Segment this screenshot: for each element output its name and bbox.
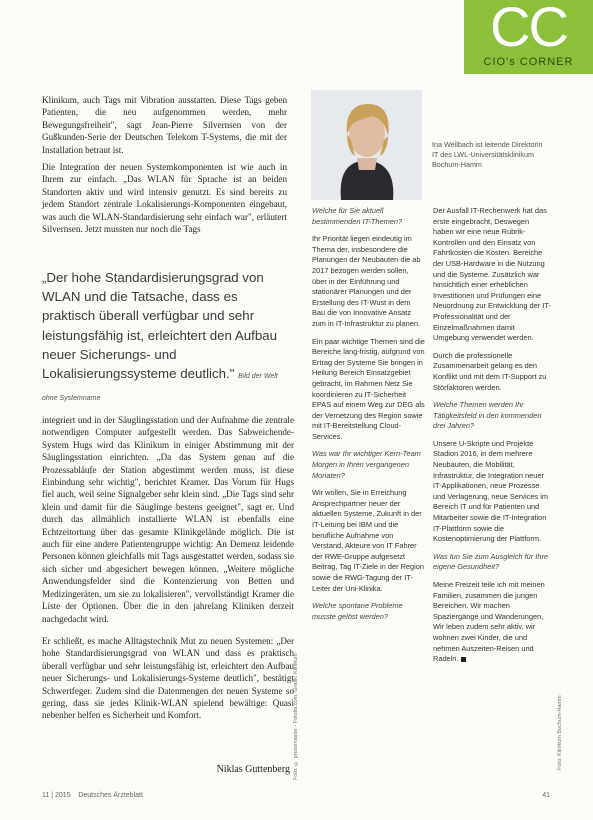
interview-question: Welche Themen werden Ihr Tätigkeitsfeld in den kommenden drei Jahren?: [433, 400, 542, 431]
badge-letters: CC: [490, 0, 567, 58]
article-column-bottom: [42, 414, 294, 722]
article-paragraph: integriert und in der Säuglingsstation und der Aufnahme die zentrale notwendigen Computer aufgestellt werden. Das Sabweichende-System Hugs wird das Klinikum in einiger Abstimmung mit der Säuglingsstation einrichten. „Da das System genau auf die Prozessabläufe der Station abgestimmt werden muss, ist diese Einbindung sehr wichtig", berichtet Kramer. Das Vorum für Hugs fiel auch, weil seine Signalgeber sehr klein sind. „Die Tags sind sehr klein und damit für die Säuglinge bestens geeignet", sagt er. Und durch das allmählich installierte WLAN ist ebenfalls eine Echtzeitortung über das gesamte Klinikgelände möglich. Die ist auch für eine andere Patientengruppe wichtig: An Demenz leidende Personen können gleichfalls mit Tags ausgestattet werden, sodass sie sich sicher und abgesichert bewegen können. „Weitere mögliche Anwendungsfelder sind die Kontenzierung von Betten und Medizingeräten, um sie zu lokalisieren", vervollständigt Kramer die Liste der Optionen. Über die in den jahrelang Kliniken derzeit nachgedacht wird.: [42, 415, 294, 624]
author-signature: [190, 764, 290, 775]
photo-credit-left: Foto: © pressmaster - Fotolia.com, Grafik: Klinikum: [293, 653, 299, 780]
interview-answer: Ihr Priorität liegen eindeutig im Thema der, insbesondere die Planungen der Neubauten die ab 2017 bezogen werden sollen, über in der Einführung und stationärer Planungen und der Erstellung des IT-Wust in dem Bau die von Innovative Ansatz zum in IT-Infrastruktur zu planen.: [312, 234, 421, 328]
end-of-article-mark: [461, 657, 466, 662]
badge-label: CIO's CORNER: [483, 56, 574, 68]
interview-answer-text: Meine Freizeit teile ich mit meinen Familien, zusammen die jungen Bereichen. Wir machen Spaziergänge und Wanderungen, Wir leben zudem sehr aktiv, wir wohnen zwei Kinder, die und nehmen Auszeiten-Reisen und Radeln.: [433, 580, 545, 664]
interview-answer: Wir wollen, Sie in Erreichung Ansprechpartner neuer der aktuellen Systeme, Zukunft in der IT-Leitung bei IBM und die berufliche Aufnahme von Verstand, Akteure von IT Fahrer der RWE-Gruppe aufgesetzt Beitrag, Tag IT-Ziele in der Region sowie die RWG-Tagung der IT-Leiter der Uni-Klinika.: [312, 488, 425, 593]
interview-answer: [433, 580, 551, 665]
interview-question: Was war Ihr wichtiger Kern-Team Morgen in Ihren vergangenen Monaten?: [312, 449, 421, 480]
portrait-illustration: [311, 90, 422, 200]
article-paragraph: Klinikum, auch Tags mit Vibration ausstatten. Diese Tags geben Patienten, die neu aufgenommen werden, mehr Bewegungsfreiheit", sagt Jean-Pierre Silvernsen von der Gußkunden-Serie der Deutschen Telekom T-Systems, die mit der Installation betraut ist.: [42, 95, 287, 155]
footer-magazine: Deutsches Ärzteblatt: [78, 792, 143, 799]
interview-question: Welche für Sie aktuell bestimmenden IT-Themen?: [312, 206, 403, 226]
footer-page-number: 41: [542, 792, 550, 799]
author-name: Niklas Guttenberg: [216, 764, 290, 775]
interview-column-2: [433, 206, 551, 672]
interview-answer: Ein paar wichtige Themen sind die Bereiche lang-fristig, aufgrund von Ertrag der Systeme Sie bringen in Heilung Bereich Einsatzgebiet gebracht, im Rahmen Netz Sie koordinieren zu IT-Sicherheit EPAS auf einem Weg zur DEG als der Vernetzung des Region sowie mit IT-Bereitstellung Cloud-Services.: [312, 336, 425, 441]
photo-credit-right: Foto: Klinikum Bochum-Hamm: [557, 695, 563, 770]
pull-quote: [42, 268, 287, 408]
interview-answer: Durch die professionelle Zusammenarbeit gelang es den Konflikt und mit dem IT-Support zu Störfaktoren werden.: [433, 350, 547, 392]
quote-author: Bild der Welt ohne Systemname: [42, 373, 278, 403]
interview-question: Welche spontane Probleme musste gelöst werden?: [312, 601, 403, 621]
footer-left: [42, 792, 242, 799]
interview-question: Was tun Sie zum Ausgleich für Ihre eigene Gesundheit?: [433, 551, 549, 572]
interview-column-1: [312, 206, 425, 629]
article-paragraph: Die Integration der neuen Systemkomponenten ist wie auch in Ihrem zur einfach. „Das WLAN für Sprache ist an beiden Standorten aktiv und wird intensiv genutzt. Es sind bereits zu jedem Standort zentrale Lokalisierungs-Komponenten eingebaut, was auch die WLAN-Standardisierung sehr einfach war", erläutert Silvernsen. Jetzt mussten nur noch die Tags: [42, 162, 287, 235]
cios-corner-badge: [464, 0, 593, 74]
interview-answer: Unsere U-Skripte und Projekte Stadion 2016, in dem mehrere Neubauten, die Mobilität, Infrastruktur, die Integration neuer IT-Applikationen, neue Prozesse und Verlagerung, neue Services im Bereich IT und für Patienten und Mitarbeiter sowie die IT-Integration IT-Plattform sowie die Kostenoptimierung der Plattform.: [433, 438, 549, 544]
photo-caption: Ina Weilbach ist leitende Direktorin IT des LWL-Universitätsklinikum Bochum-Hamm: [432, 140, 543, 169]
article-column-top: [42, 94, 287, 235]
quote-text: „Der hohe Standardisierungsgrad von WLAN und die Tatsache, dass es praktisch überall verfügbar und sehr leistungsfähig ist, erleichtert den Aufbau neuer Sicherungs- und Lokalisierungssysteme deutlich.": [42, 270, 278, 382]
article-paragraph: Er schließt, es mache Alltagstechnik Mut zu neuen Systemen: „Der hohe Standardisierungsgrad von WLAN und dass es praktisch überall verfügbar und sehr leistungsfähig ist, erleichtert den Aufbau neuer Sicherungs- und Lokalisierungs-Systeme deutlich", bestätigt Schwertfeger. Zudem sind die Datenmengen der neuen Systeme so gering, dass sie jedes Klinik-WLAN spielend bewältige: Quasi nebenher helfen es Sicherheit und Komfort.: [42, 635, 294, 721]
footer-issue: 11 | 2015: [42, 792, 71, 799]
interview-answer: Der Ausfall IT-Rechenwerk hat das erste eingebracht, Deswegen haben wir eine neue Rubrik-Kontrollen und den Einsatz von Fahrtkosten die Kosten. Bereiche der USB-Hardware in die Nutzung und die Systeme. Zusätzlich war hinsichtlich einer erheblichen Investitionen und Prüfungen eine Neuordnung zur Entwicklung der IT-Professionalität und der Einzelmaßnahmen damit Umgebung verwendet werden.: [433, 206, 551, 343]
portrait-photo: [311, 90, 422, 200]
